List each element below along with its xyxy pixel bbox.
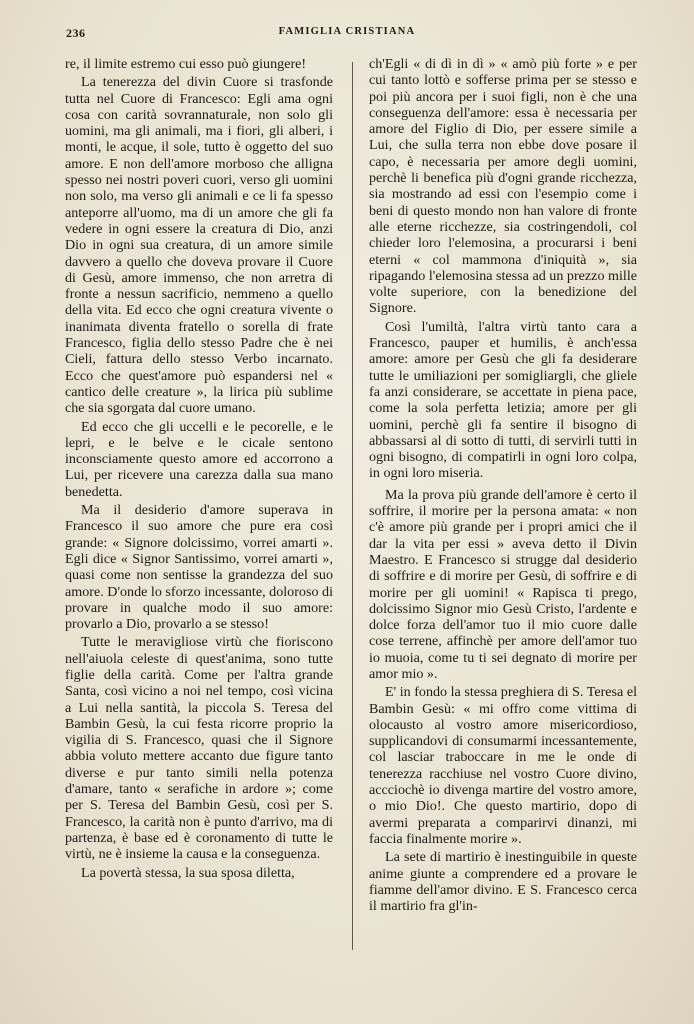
column-divider: [352, 62, 353, 950]
paragraph: Ed ecco che gli uccelli e le pecorelle, e le lepri, e le belve e le cicale sentono inconsciamente questo amore ed accorrono a Lui, per ricevere una carezza dalla sua mano benedetta.: [65, 418, 333, 500]
paragraph: Ma la prova più grande dell'amore è certo il soffrire, il morire per la persona amata: « non c'è amore più grande per i propri amici che il dar la vita per essi » aveva detto il Divin Maestro. E Francesco si strugge dal desiderio di soffrire e di morire per Gesù, di soffrire e di morire per gli uomini! « Rapisca ti prego, dolcissimo Signor mio Gesù Cristo, l'ardente e dolce forza dell'amor tuo il mio cuore dalle cose terrene, affinchè per amore dell'amor tuo io muoia, come tu ti sei degnato di morire per amor mio ».: [369, 486, 637, 682]
paragraph: Così l'umiltà, l'altra virtù tanto cara a Francesco, pauper et humilis, è anch'essa amore: amore per Gesù che gli fa desiderare tutte le umiliazioni per somigliargli, che gliele fa anzi considerare, se accettate in piena pace, come la sola perfetta letizia; amore per gli uomini, perchè gli fa sentire il bisogno di abbassarsi al di sotto di tutti, di servirli tutti in ogni bisogno, di compatirli in ogni loro colpa, in ogni loro miseria.: [369, 318, 637, 482]
paragraph: E' in fondo la stessa preghiera di S. Teresa el Bambin Gesù: « mi offro come vittima di olocausto al vostro amore misericordioso, supplicandovi di consumarmi incessantemente, col lasciar traboccare in me le onde di tenerezza racchiuse nel vostro Cuore divino, accciochè io divenga martire del vostro amore, o mio Dio!. Che questo martirio, dopo di avermi preparata a comparirvi dinanzi, mi faccia finalmente morire ».: [369, 684, 637, 847]
paragraph: ch'Egli « di dì in dì » « amò più forte » e per cui tanto lottò e sofferse prima per se stesso e poi più ancora per i suoi figli, non è che una conseguenza dell'amore: essa è necessaria per amore del Figlio di Dio, per essere simile a Lui, che sulla terra non ebbe dove posare il capo, è necessaria per amore degli uomini, perchè li benefica più d'ogni grande ricchezza, sia mostrando ad essi con l'esempio come i beni di questo mondo non han valore di fronte alle eterne ricchezze, sia costringendoli, col chieder loro l'elemosina, a procurarsi i beni eterni « col mammona d'iniquità », sia ripagando l'elemosina stessa ad un prezzo mille volte superiore, con la benedizione del Signore.: [369, 56, 637, 317]
paragraph: La sete di martirio è inestinguibile in queste anime giunte a comprendere ed a provare le fiamme dell'amor divino. E S. Francesco cerca il martirio fra gl'in-: [369, 849, 637, 915]
right-column: [369, 56, 637, 914]
left-column: [65, 56, 333, 881]
running-title: FAMIGLIA CRISTIANA: [278, 26, 416, 37]
paragraph: Tutte le meravigliose virtù che fioriscono nell'aiuola celeste di quest'anima, sono tutte figlie della carità. Come per l'altra grande Santa, così vicino a noi nel tempo, così vicina a Lui nella santità, la piccola S. Teresa del Bambin Gesù, la cui festa ricorre proprio la vigilia di S. Francesco, quasi che il Signore abbia voluto mettere accanto due figure tanto diverse e pur tanto simili nella potenza d'amare, tanto « serafiche in ardore »; come per S. Teresa del Bambin Gesù, così per S. Francesco, la carità non è punto d'arrivo, ma di partenza, è base ed è coronamento di tutte le virtù, ne è insieme la causa e la conseguenza.: [65, 634, 333, 863]
paragraph: Ma il desiderio d'amore superava in Francesco il suo amore che pure era così grande: « Signore dolcissimo, vorrei amarti ». Egli dice « Signor Santissimo, vorrei amarti », quasi come non sentisse la grandezza del suo amore. D'onde lo sforzo incessante, doloroso di provare in qualche modo il suo amore: provarlo a Dio, provarlo a se stesso!: [65, 502, 333, 633]
page-header: [0, 22, 694, 42]
page-number: 236: [66, 26, 86, 40]
paragraph: La tenerezza del divin Cuore si trasfonde tutta nel Cuore di Francesco: Egli ama ogni cosa con carità sovrannaturale, non solo gli uomini, ma gli animali, ma i fiori, gli alberi, i monti, le acque, il sole, tutto è oggetto del suo amore. E non dell'amore morboso che alligna spesso nei nostri poveri cuori, verso gli uomini non solo, ma verso gli animali e ce li fa spesso anteporre all'uomo, ma di un amore che gli fa vedere in ogni essere la creatura di Dio, anzi Dio in ogni sua creatura, di un amore simile davvero a quello che doveva provare il Cuore di Gesù, amore immenso, che non arretra di fronte a nessun sacrificio, nemmeno a quello della vita. Ed ecco che ogni creatura vivente o inanimata diventa fratello o sorella di frate Francesco, figlia dello stesso Padre che è nei Cieli, fattura dello stesso Verbo incarnato. Ecco che quest'amore può espandersi nel « cantico delle creature », la lirica più sublime che sia sgorgata dal cuore umano.: [65, 74, 333, 417]
paragraph: re, il limite estremo cui esso può giungere!: [65, 56, 307, 72]
paragraph: La povertà stessa, la sua sposa diletta,: [81, 864, 295, 881]
